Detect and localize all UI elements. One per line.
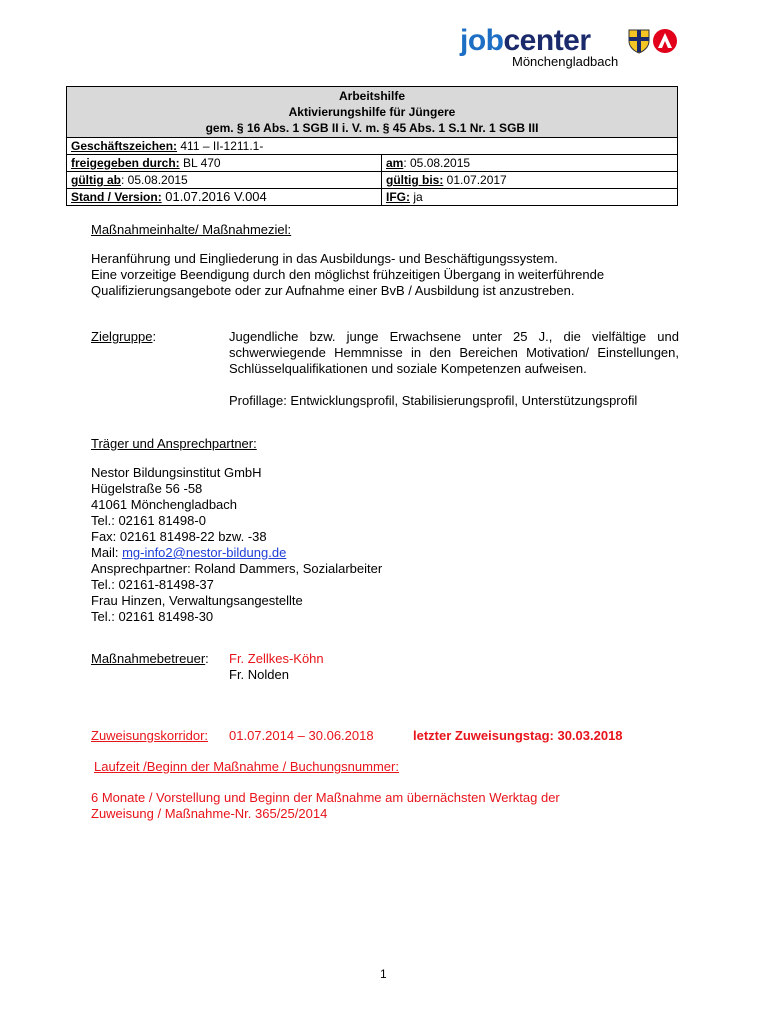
page-number: 1	[380, 967, 387, 981]
logo-wordmark: jobcenter	[460, 24, 591, 57]
laufzeit-line-2: Zuweisung / Maßnahme-Nr. 365/25/2014	[91, 806, 328, 821]
gueltig-ab-cell	[67, 172, 382, 189]
massnahme-heading: Maßnahmeinhalte/ Maßnahmeziel:	[91, 222, 292, 237]
ifg-label: IFG:	[386, 190, 410, 204]
mail-link[interactable]: mg-info2@nestor-bildung.de	[122, 545, 287, 560]
gueltig-ab-label: gültig ab	[71, 173, 121, 187]
traeger-name: Nestor Bildungsinstitut GmbH	[91, 465, 262, 480]
laufzeit-text	[91, 790, 691, 822]
gueltig-bis-label: gültig bis:	[386, 173, 444, 187]
traeger-tel: Tel.: 02161 81498-0	[91, 513, 206, 528]
title-line-2: Aktivierungshilfe für Jüngere	[288, 105, 456, 119]
document-title-cell	[67, 87, 678, 138]
betreuer-label-row	[91, 651, 209, 667]
traeger-fax: Fax: 02161 81498-22 bzw. -38	[91, 529, 267, 544]
traeger-city: 41061 Mönchengladbach	[91, 497, 238, 512]
ifg-cell	[382, 189, 678, 206]
freigegeben-value: BL 470	[179, 156, 221, 170]
zuweisung-range: 01.07.2014 – 30.06.2018	[229, 728, 374, 743]
betreuer-label: Maßnahmebetreuer	[91, 651, 206, 666]
geschaeftszeichen-value: 411 – II-1211.1-	[177, 139, 264, 153]
title-line-3: gem. § 16 Abs. 1 SGB II i. V. m. § 45 Abs. 1 S.1 Nr. 1 SGB III	[205, 121, 539, 135]
stand-cell	[67, 189, 382, 206]
laufzeit-heading: Laufzeit /Beginn der Maßnahme / Buchungsnummer:	[94, 759, 399, 774]
betreuer-name-1: Fr. Zellkes-Köhn	[229, 651, 324, 666]
traeger-heading: Träger und Ansprechpartner:	[91, 436, 257, 451]
gueltig-bis-value: 01.07.2017	[443, 173, 507, 187]
zielgruppe-label-row	[91, 329, 156, 345]
traeger-block	[91, 465, 591, 625]
geschaeftszeichen-label: Geschäftszeichen:	[71, 139, 178, 153]
massnahme-line-2: Eine vorzeitige Beendigung durch den möglichst frühzeitigen Übergang in weiterführende	[91, 267, 605, 282]
freigegeben-label: freigegeben durch:	[71, 156, 180, 170]
zielgruppe-colon: :	[152, 329, 157, 344]
laufzeit-line-1: 6 Monate / Vorstellung und Beginn der Maßnahme am übernächsten Werktag der	[91, 790, 560, 805]
freigegeben-cell	[67, 155, 382, 172]
am-label: am	[386, 156, 404, 170]
contact-2-tel: Tel.: 02161 81498-30	[91, 609, 214, 624]
gueltig-bis-cell	[382, 172, 678, 189]
jobcenter-logo	[460, 24, 680, 74]
stand-value: 01.07.2016 V.004	[161, 189, 267, 204]
massnahme-line-1: Heranführung und Eingliederung in das Ausbildungs- und Beschäftigungssystem.	[91, 251, 558, 266]
gueltig-ab-value: : 05.08.2015	[121, 173, 188, 187]
mail-label: Mail:	[91, 545, 123, 560]
agentur-arbeit-icon	[652, 28, 678, 54]
traeger-street: Hügelstraße 56 -58	[91, 481, 203, 496]
massnahme-text	[91, 251, 691, 299]
betreuer-colon: :	[205, 651, 209, 666]
zuweisung-label: Zuweisungskorridor:	[91, 728, 209, 743]
contact-1-tel: Tel.: 02161-81498-37	[91, 577, 214, 592]
massnahme-line-3: Qualifizierungsangebote oder zur Aufnahme einer BvB / Ausbildung ist anzustreben.	[91, 283, 575, 298]
zuweisung-last-day: letzter Zuweisungstag: 30.03.2018	[413, 728, 623, 743]
zielgruppe-label: Zielgruppe	[91, 329, 153, 344]
zielgruppe-text: Jugendliche bzw. junge Erwachsene unter 25 J., die vielfältige und schwerwiegende Hemmnisse in den Bereichen Motivation/ Einstellungen, Schlüsselqualifikationen und soziale Kompetenzen aufweisen.	[229, 329, 679, 376]
contact-2: Frau Hinzen, Verwaltungsangestellte	[91, 593, 303, 608]
logo-city: Mönchengladbach	[512, 54, 619, 69]
city-crest-icon	[628, 28, 650, 54]
geschaeftszeichen-cell	[67, 138, 678, 155]
am-value: : 05.08.2015	[403, 156, 471, 170]
zielgruppe-profillage: Profillage: Entwicklungsprofil, Stabilisierungsprofil, Unterstützungsprofil	[229, 393, 638, 408]
title-line-1: Arbeitshilfe	[338, 89, 405, 103]
ifg-value: ja	[410, 190, 423, 204]
contact-1: Ansprechpartner: Roland Dammers, Sozialarbeiter	[91, 561, 383, 576]
document-header-table	[66, 86, 678, 206]
traeger-mail-row	[91, 545, 591, 561]
betreuer-name-2: Fr. Nolden	[229, 667, 289, 682]
am-cell	[382, 155, 678, 172]
stand-label: Stand / Version:	[71, 190, 162, 204]
